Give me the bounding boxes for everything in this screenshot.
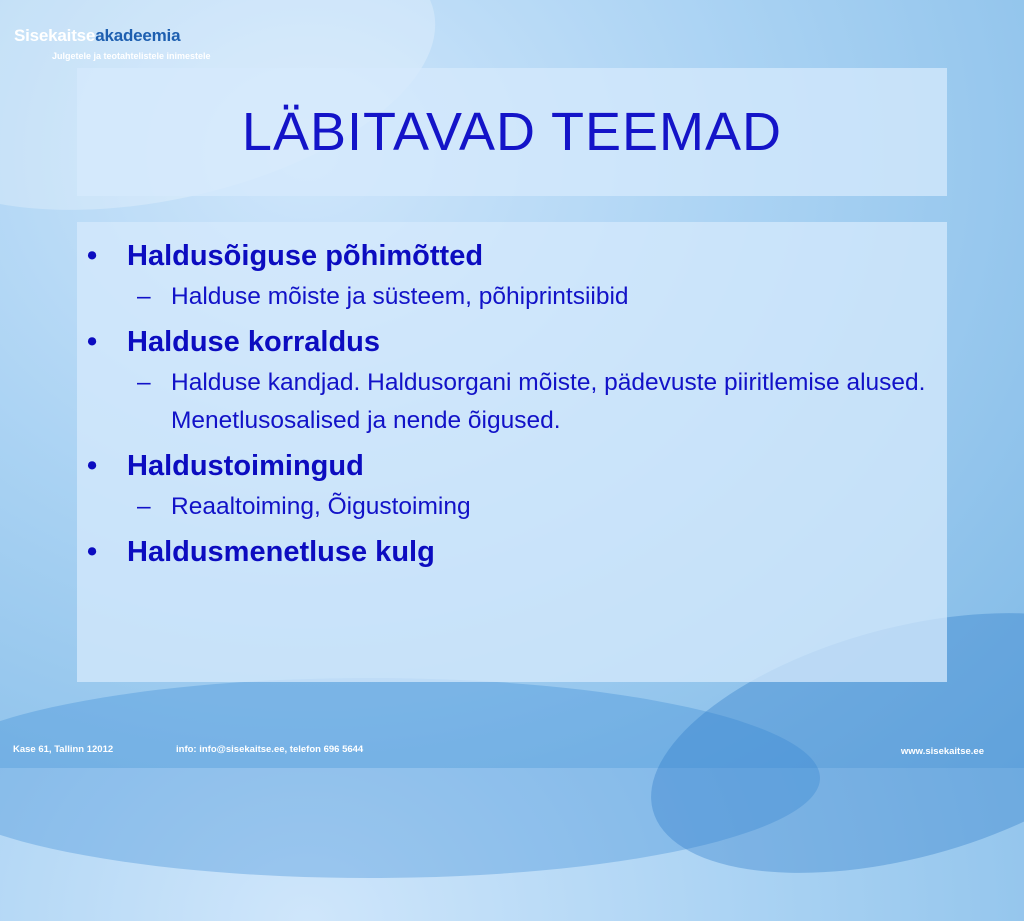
footer-website: www.sisekaitse.ee: [900, 746, 984, 757]
tagline: Julgetele ja teotahtelistele inimestele: [52, 51, 211, 61]
dash-icon: –: [137, 369, 151, 396]
bullet-icon: •: [87, 240, 98, 272]
subtopic-text: Reaaltoiming, Õigustoiming: [171, 493, 471, 520]
topic-item: [77, 448, 947, 526]
topic-heading: [77, 238, 947, 274]
topic-heading: [77, 448, 947, 484]
logo-part2: akadeemia: [95, 26, 181, 45]
topic-heading: [77, 534, 947, 570]
bullet-icon: •: [87, 536, 98, 568]
subtopic: [77, 488, 947, 526]
topic-label: Haldustoimingud: [127, 450, 364, 482]
title-box: [77, 68, 947, 196]
logo-part1: Sisekaitse: [14, 26, 96, 45]
topic-item: [77, 534, 947, 570]
footer-contact: info: info@sisekaitse.ee, telefon 696 5644: [176, 744, 364, 755]
topic-item: [77, 324, 947, 440]
subtopic: [77, 278, 947, 316]
content-box: [77, 222, 947, 682]
topic-label: Haldusõiguse põhimõtted: [127, 240, 484, 272]
subtopic-text: Halduse kandjad. Haldusorgani mõiste, pädevuste piiritlemise alused. Menetlusosalised ja nende õigused.: [171, 369, 926, 434]
bullet-icon: •: [87, 450, 98, 482]
topic-label: Haldusmenetluse kulg: [127, 536, 435, 568]
topic-heading: [77, 324, 947, 360]
topic-list: [77, 222, 947, 570]
topic-label: Halduse korraldus: [127, 326, 381, 358]
logo: [14, 26, 180, 46]
footer-address: Kase 61, Tallinn 12012: [13, 744, 114, 755]
bullet-icon: •: [87, 326, 98, 358]
subtopic-text: Halduse mõiste ja süsteem, põhiprintsiibid: [171, 283, 629, 310]
subtopic: [77, 364, 947, 440]
topic-item: [77, 238, 947, 316]
dash-icon: –: [137, 283, 151, 310]
dash-icon: –: [137, 493, 151, 520]
slide-title: LÄBITAVAD TEEMAD: [241, 102, 783, 162]
